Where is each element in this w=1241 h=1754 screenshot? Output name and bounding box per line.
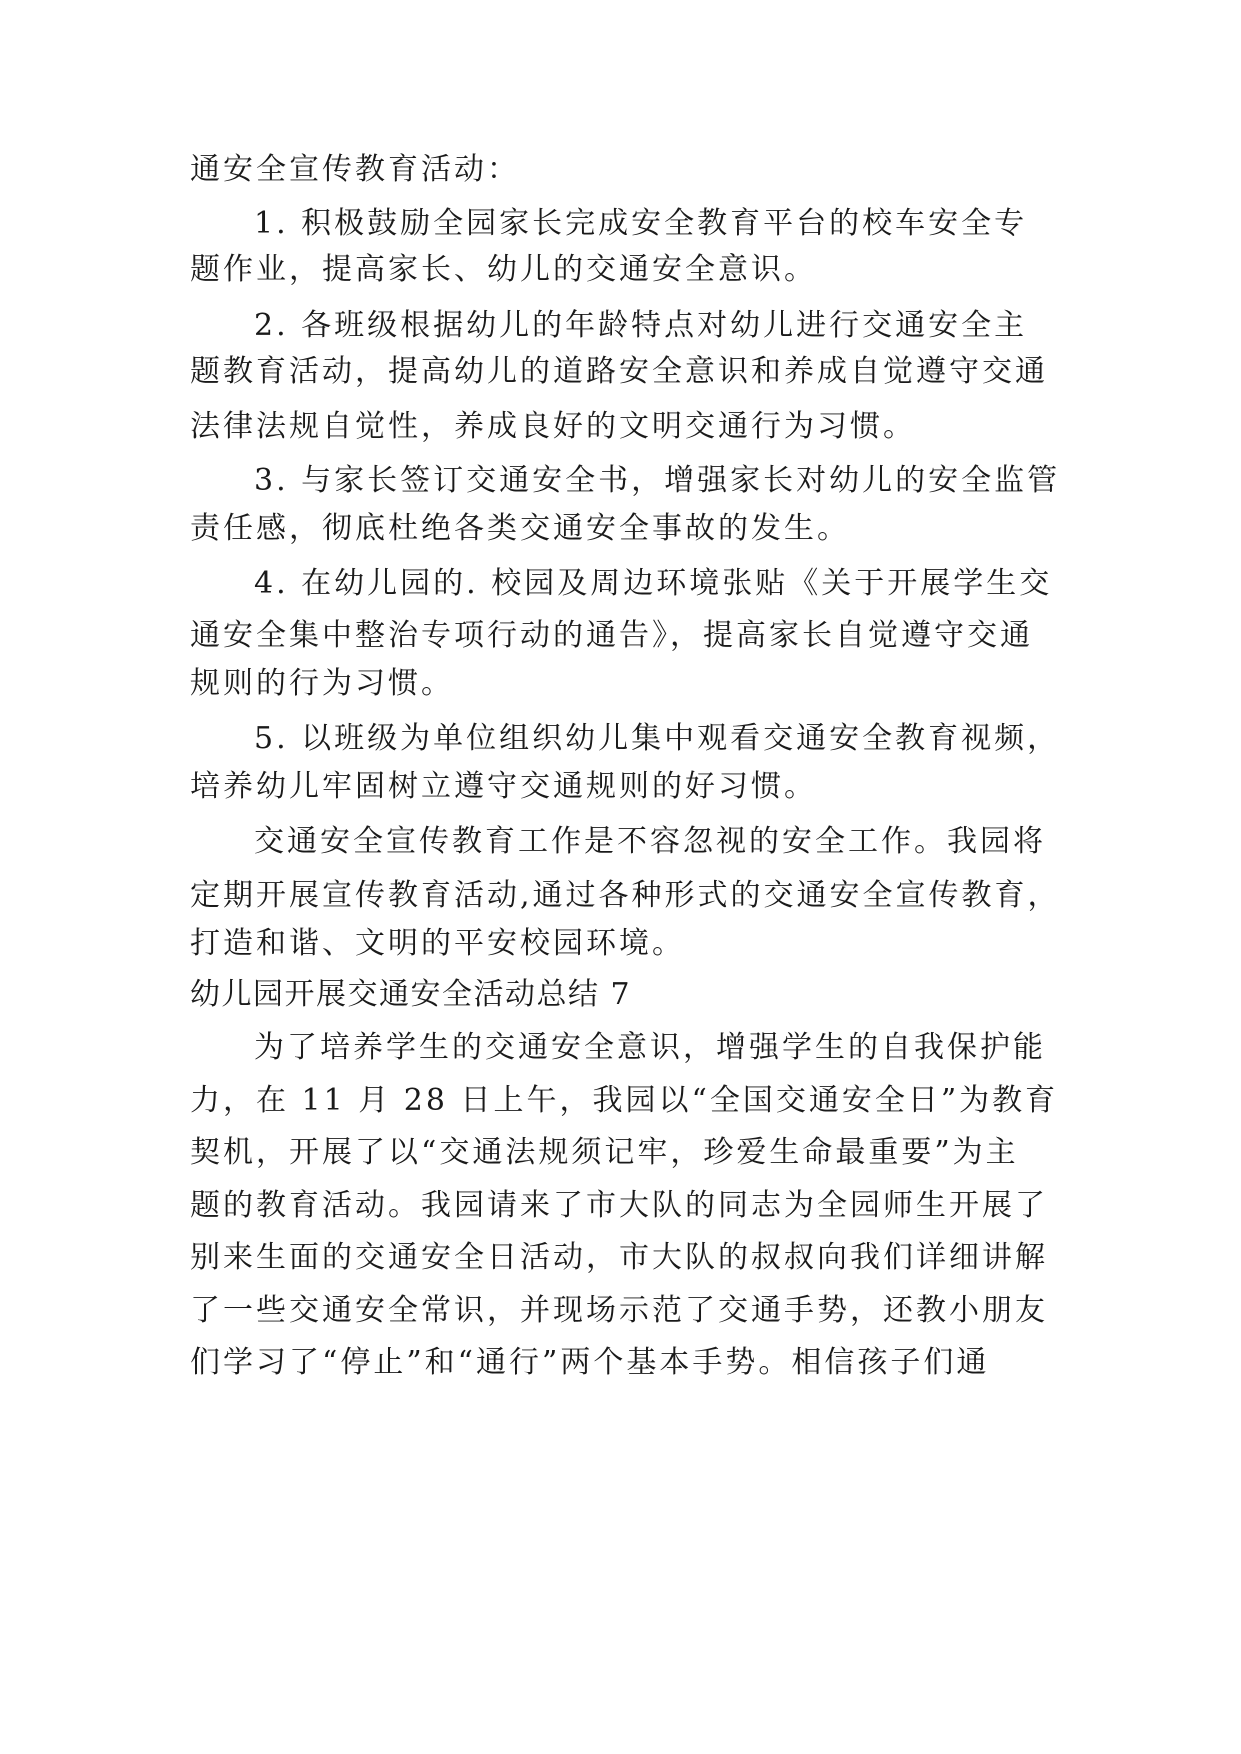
- list-item-2-line: 2. 各班级根据幼儿的年龄特点对幼儿进行交通安全主: [254, 308, 1028, 343]
- text-line: 题的教育活动。我园请来了市大队的同志为全园师生开展了: [190, 1188, 1048, 1223]
- list-item-1-line: 1. 积极鼓励全园家长完成安全教育平台的校车安全专: [254, 206, 1028, 241]
- list-item-4-line: 4. 在幼儿园的. 校园及周边环境张贴《关于开展学生交: [254, 566, 1053, 601]
- list-item-5-line: 5. 以班级为单位组织幼儿集中观看交通安全教育视频，: [254, 721, 1061, 756]
- text-line: 培养幼儿牢固树立遵守交通规则的好习惯。: [190, 769, 817, 804]
- text-line: 们学习了“停止”和“通行”两个基本手势。相信孩子们通: [190, 1345, 990, 1380]
- paragraph-line: 交通安全宣传教育工作是不容忽视的安全工作。我园将: [254, 824, 1046, 859]
- text-line: 契机，开展了以“交通法规须记牢，珍爱生命最重要”为主: [190, 1135, 1019, 1170]
- text-line: 力，在 11 月 28 日上午，我园以“全国交通安全日”为教育: [190, 1083, 1059, 1118]
- text-line: 法律法规自觉性，养成良好的文明交通行为习惯。: [190, 409, 916, 444]
- text-line: 题作业，提高家长、幼儿的交通安全意识。: [190, 252, 817, 287]
- text-line: 打造和谐、文明的平安校园环境。: [190, 926, 685, 961]
- paragraph-line: 为了培养学生的交通安全意识，增强学生的自我保护能: [254, 1030, 1046, 1065]
- text-line: 别来生面的交通安全日活动，市大队的叔叔向我们详细讲解: [190, 1240, 1048, 1275]
- list-item-3-line: 3. 与家长签订交通安全书，增强家长对幼儿的安全监管: [254, 463, 1061, 498]
- text-line: 了一些交通安全常识，并现场示范了交通手势，还教小朋友: [190, 1293, 1048, 1328]
- text-line: 题教育活动，提高幼儿的道路安全意识和养成自觉遵守交通: [190, 354, 1048, 389]
- text-line: 通安全集中整治专项行动的通告》，提高家长自觉遵守交通: [190, 618, 1033, 653]
- text-line: 规则的行为习惯。: [190, 666, 454, 701]
- text-line: 责任感，彻底杜绝各类交通安全事故的发生。: [190, 511, 850, 546]
- text-line: 定期开展宣传教育活动,通过各种形式的交通安全宣传教育，: [190, 878, 1061, 913]
- section-heading: 幼儿园开展交通安全活动总结 7: [190, 977, 632, 1012]
- text-line: 通安全宣传教育活动：: [190, 152, 520, 187]
